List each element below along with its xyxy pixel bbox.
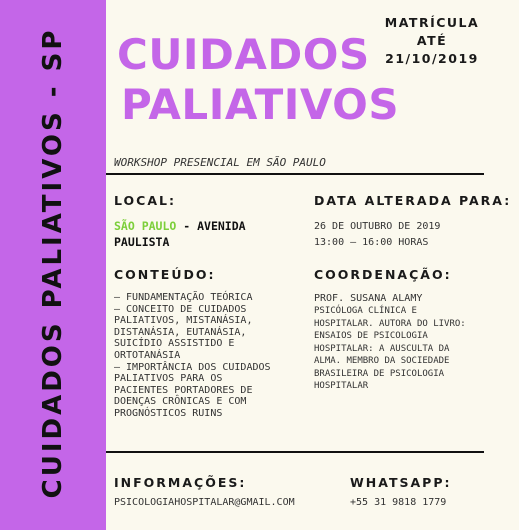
contact-email: PSICOLOGIAHOSPITALAR@GMAIL.COM bbox=[114, 497, 295, 508]
title-line-2: PALIATIVOS bbox=[121, 80, 400, 129]
event-time: 13:00 – 16:00 HORAS bbox=[314, 237, 429, 248]
info-heading: INFORMAÇÕES: bbox=[114, 475, 247, 490]
sidebar-band bbox=[0, 0, 106, 530]
enrollment-deadline bbox=[376, 14, 488, 68]
whatsapp-heading: WHATSAPP: bbox=[350, 475, 452, 490]
right-edge-strip bbox=[519, 0, 530, 530]
coordination-heading: COORDENAÇÃO: bbox=[314, 267, 452, 282]
coordinator-name: PROF. SUSANA ALAMY bbox=[314, 293, 423, 304]
deadline-label: MATRÍCULA ATÉ bbox=[384, 15, 480, 48]
sidebar-vertical-title: CUIDADOS PALIATIVOS - SP bbox=[38, 27, 68, 499]
date-heading: DATA ALTERADA PARA: bbox=[314, 193, 512, 208]
local-heading: LOCAL: bbox=[114, 193, 176, 208]
divider-bottom bbox=[106, 451, 484, 453]
local-place-1: AVENIDA bbox=[197, 219, 246, 233]
coordinator-bio: PSICÓLOGA CLÍNICA E HOSPITALAR. AUTORA DO LIVRO: ENSAIOS DE PSICOLOGIA HOSPITALAR: A AUSCULTA DA ALMA. MEMBRO DA SOCIEDADE BRASILEIRA DE PSICOLOGIA HOSPITALAR bbox=[314, 306, 466, 391]
deadline-date: 21/10/2019 bbox=[385, 51, 479, 66]
workshop-subtitle: WORKSHOP PRESENCIAL EM SÃO PAULO bbox=[114, 156, 326, 169]
divider-top bbox=[106, 173, 484, 175]
content-heading: CONTEÚDO: bbox=[114, 267, 216, 282]
local-place-2: PAULISTA bbox=[114, 235, 170, 249]
local-address bbox=[114, 218, 246, 250]
content-topics: – FUNDAMENTAÇÃO TEÓRICA – CONCEITO DE CUIDADOS PALIATIVOS, MISTANÁSIA, DISTANÁSIA, EUTANÁSIA, SUICÍDIO ASSISTIDO E ORTOTANÁSIA – IMPORTÂNCIA DOS CUIDADOS PALIATIVOS PARA OS PACIENTES PORTADORES DE DOENÇAS CRÔNICAS E COM PROGNÓSTICOS RUINS bbox=[114, 292, 271, 419]
whatsapp-number: +55 31 9818 1779 bbox=[350, 497, 447, 508]
event-day: 26 DE OUTUBRO DE 2019 bbox=[314, 221, 441, 232]
local-separator: - bbox=[176, 219, 198, 233]
title-line-1: CUIDADOS bbox=[117, 30, 370, 79]
local-city: SÃO PAULO bbox=[114, 219, 177, 233]
